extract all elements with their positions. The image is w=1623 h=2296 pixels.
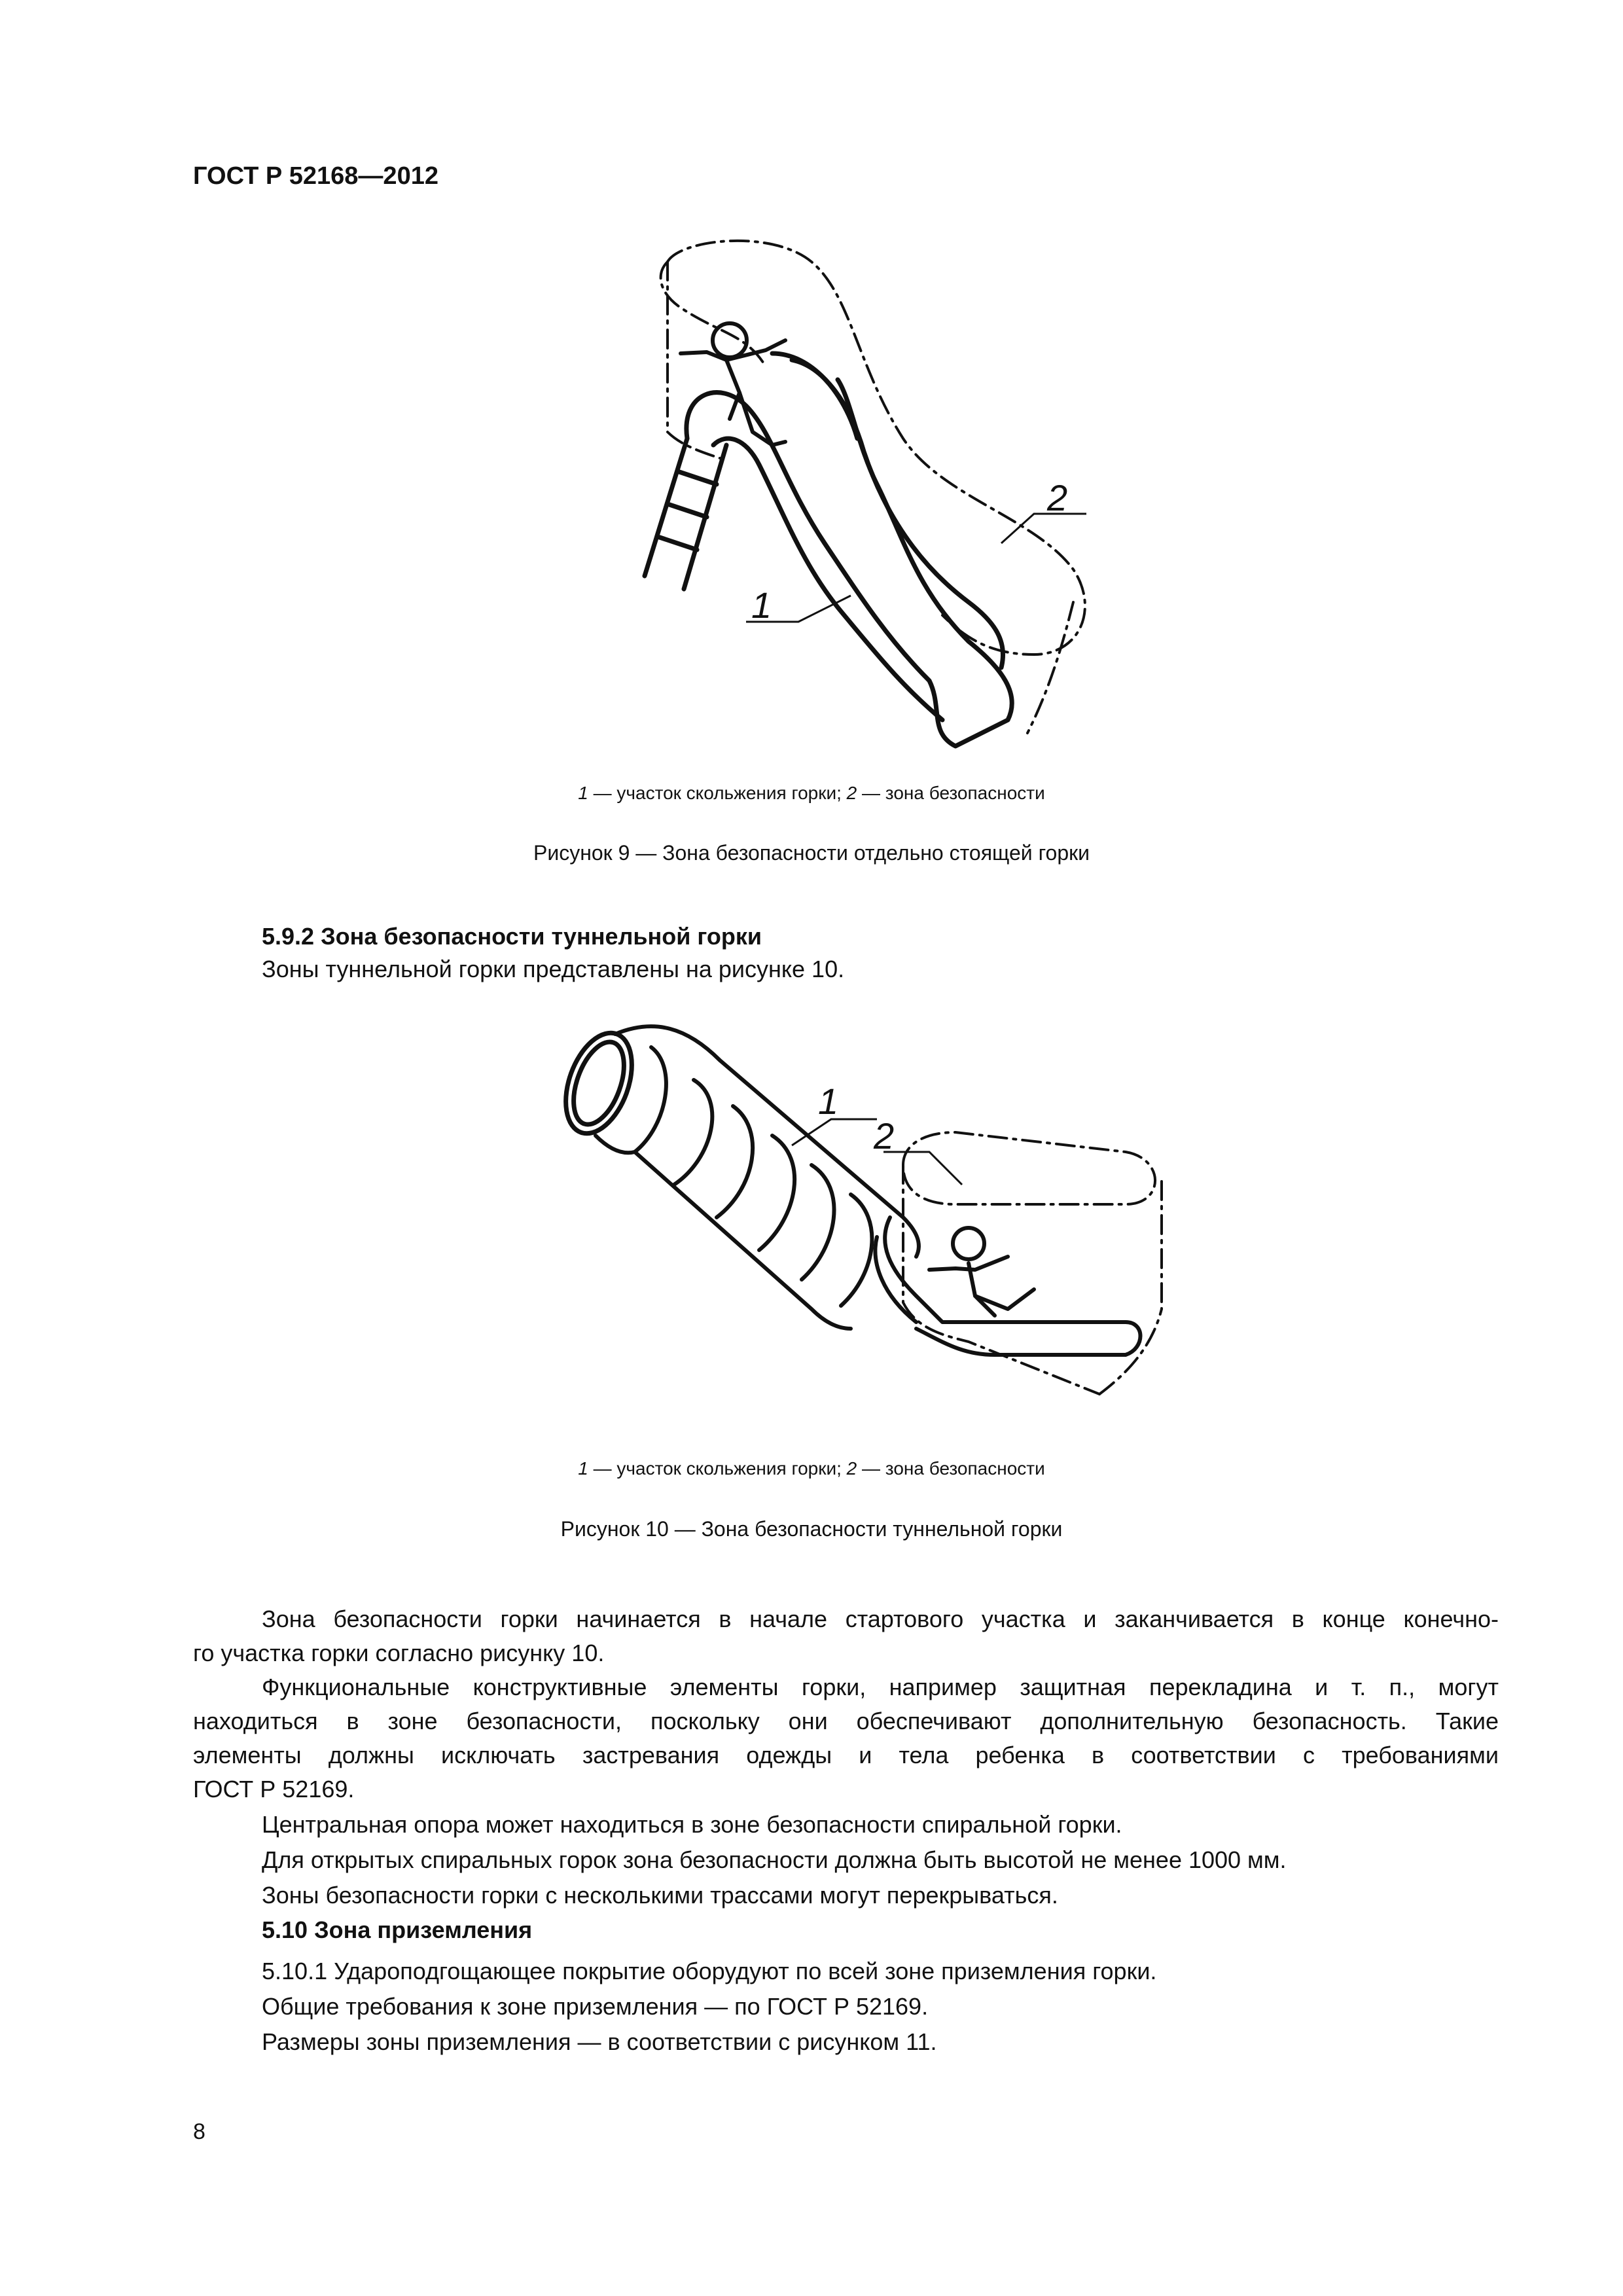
section-5-10-general: Общие требования к зоне приземления — по ГОСТ Р 52169. (262, 1993, 929, 2020)
legend-number: 1 (578, 1458, 588, 1479)
figure-10-drawing (537, 1021, 1165, 1414)
paragraph-3: Центральная опора может находиться в зоне безопасности спиральной горки. (262, 1811, 1122, 1838)
paragraph-4: Для открытых спиральных горок зона безопасности должна быть высотой не менее 1000 мм. (262, 1846, 1287, 1873)
section-5-10-1-text: 5.10.1 Удароподгощающее покрытие оборудуют по всей зоне приземления горки. (262, 1958, 1157, 1984)
section-5-10-sizes: Размеры зоны приземления — в соответствии с рисунком 11. (262, 2028, 937, 2055)
figure-10-callout-1: 1 (818, 1081, 839, 1122)
paragraph-2-line-4: ГОСТ Р 52169. (193, 1776, 355, 1803)
paragraph-2-line-2: находиться в зоне безопасности, поскольку они обеспечивают дополнительную безопасность. Такие (193, 1708, 1499, 1734)
paragraph-2-line-3: элементы должны исключать застревания одежды и тела ребенка в соответствии с требованиями (193, 1742, 1499, 1768)
page-number: 8 (193, 2119, 205, 2144)
figure-9-callout-1: 1 (751, 584, 772, 626)
figure-9-caption: Рисунок 9 — Зона безопасности отдельно стоящей горки (533, 841, 1090, 865)
figure-9-legend (0, 783, 1623, 804)
paragraph-1-line-2: го участка горки согласно рисунку 10. (193, 1640, 605, 1666)
figure-10-callout-2: 2 (874, 1115, 895, 1157)
legend-number: 2 (846, 1458, 857, 1479)
legend-number: 2 (846, 783, 857, 803)
paragraph-1-line-1: Зона безопасности горки начинается в начале стартового участка и заканчивается в конце конечно- (262, 1605, 1499, 1632)
figure-10-legend (0, 1458, 1623, 1479)
legend-text: — участок скольжения горки; (588, 1458, 847, 1479)
section-5-9-2-intro: Зоны туннельной горки представлены на рисунке 10. (262, 956, 845, 982)
legend-text: — участок скольжения горки; (588, 783, 847, 803)
figure-10-caption: Рисунок 10 — Зона безопасности туннельной горки (560, 1517, 1063, 1541)
legend-text: — зона безопасности (857, 1458, 1045, 1479)
paragraph-5: Зоны безопасности горки с несколькими трассами могут перекрываться. (262, 1882, 1058, 1909)
paragraph-2-line-1: Функциональные конструктивные элементы горки, например защитная перекладина и т. п., могут (262, 1674, 1499, 1700)
figure-9-drawing (576, 236, 1113, 772)
legend-text: — зона безопасности (857, 783, 1045, 803)
section-5-9-2-title: 5.9.2 Зона безопасности туннельной горки (262, 923, 762, 950)
document-header: ГОСТ Р 52168—2012 (193, 162, 438, 190)
figure-9-callout-2: 2 (1047, 477, 1068, 518)
section-5-10-title: 5.10 Зона приземления (262, 1916, 533, 1943)
legend-number: 1 (578, 783, 588, 803)
